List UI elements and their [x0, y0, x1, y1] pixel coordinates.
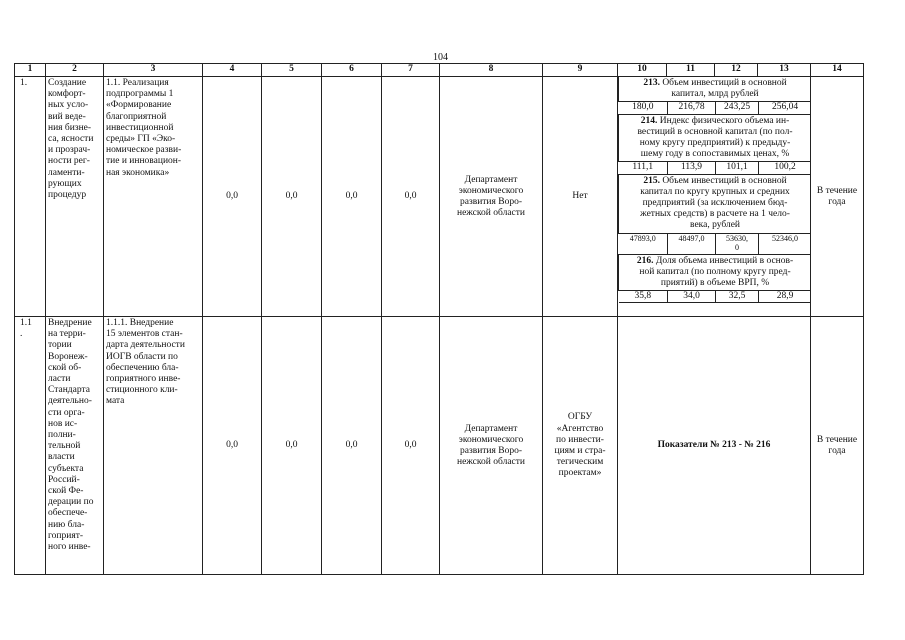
column-header: 3 — [104, 64, 203, 77]
header-row — [15, 64, 864, 77]
column-header: 4 — [203, 64, 262, 77]
column-header: 8 — [440, 64, 543, 77]
partner-cell: Нет — [543, 77, 618, 317]
column-header: 5 — [262, 64, 322, 77]
goal-name: Создание комфорт- ных усло- вий веде- ния бизне- са, ясности и прозрач- ности рег- ламенти- рующих процедур — [46, 77, 104, 317]
table-row — [15, 317, 864, 575]
funding-cell: 0,0 — [203, 317, 262, 575]
indicator-title: 216. Доля объема инвестиций в основ- ной капитал (по полному кругу пред- приятий) в объеме ВРП, % — [619, 254, 811, 291]
executor-cell: Департамент экономического развития Воро- нежской области — [440, 77, 543, 317]
indicator-value: 52346,0 — [759, 233, 811, 254]
indicator-value: 34,0 — [668, 291, 716, 303]
column-header: 10 — [618, 64, 667, 77]
column-header: 11 — [667, 64, 715, 77]
funding-cell: 0,0 — [203, 77, 262, 317]
goal-name: Внедрение на терри- тории Воронеж- ской об- ласти Стандарта деятельно- сти орга- нов ис- полни- тельной власти субъекта Россий- ской Фе- дерации по обеспече- нию бла- гоприят- ного инве- — [46, 317, 104, 575]
term-cell: В течение года — [811, 77, 864, 317]
indicator-value: 53630, 0 — [716, 233, 759, 254]
funding-cell: 0,0 — [262, 77, 322, 317]
column-header: 13 — [758, 64, 811, 77]
column-header: 7 — [382, 64, 440, 77]
indicators-table — [618, 77, 811, 303]
column-header: 12 — [715, 64, 758, 77]
row-number: 1.1 . — [15, 317, 46, 575]
indicator-value: 180,0 — [619, 102, 668, 114]
activities-table — [14, 63, 864, 575]
activity-name: 1.1. Реализация подпрограммы 1 «Формирование благоприятной инвестиционной среды» ГП «Эко- номическое разви- тие и инновацион- ная экономика» — [104, 77, 203, 317]
funding-cell: 0,0 — [382, 77, 440, 317]
indicator-values — [619, 291, 811, 303]
indicator-value: 111,1 — [619, 162, 668, 174]
indicators-reference: Показатели № 213 - № 216 — [618, 317, 811, 575]
indicator-value: 216,78 — [668, 102, 716, 114]
column-header: 14 — [811, 64, 864, 77]
indicator-title: 213. Объем инвестиций в основной капитал, млрд рублей — [619, 77, 811, 102]
executor-cell: Департамент экономического развития Воро- нежской области — [440, 317, 543, 575]
indicator-value: 28,9 — [759, 291, 811, 303]
indicator-value: 243,25 — [716, 102, 759, 114]
indicator-values — [619, 233, 811, 254]
column-header: 6 — [322, 64, 382, 77]
indicator-value: 100,2 — [759, 162, 811, 174]
indicator-value: 113,9 — [668, 162, 716, 174]
activity-name: 1.1.1. Внедрение 15 элементов стан- дарта деятельности ИОГВ области по обеспечению бла- гоприятного инве- стиционного кли- мата — [104, 317, 203, 575]
funding-cell: 0,0 — [382, 317, 440, 575]
term-cell: В течение года — [811, 317, 864, 575]
column-header: 9 — [543, 64, 618, 77]
page-number: 104 — [433, 52, 448, 63]
indicator-value: 35,8 — [619, 291, 668, 303]
indicator-value: 48497,0 — [668, 233, 716, 254]
partner-cell: ОГБУ «Агентство по инвести- циям и стра- тегическим проектам» — [543, 317, 618, 575]
indicator-values — [619, 162, 811, 174]
funding-cell: 0,0 — [262, 317, 322, 575]
indicator-title: 215. Объем инвестиций в основной капитал по кругу крупных и средних предприятий (за исключением бюд- жетных средств) в расчете на 1 чело- века, рублей — [619, 174, 811, 233]
funding-cell: 0,0 — [322, 317, 382, 575]
indicator-value: 256,04 — [759, 102, 811, 114]
funding-cell: 0,0 — [322, 77, 382, 317]
row-number: 1. — [15, 77, 46, 317]
indicator-value: 32,5 — [716, 291, 759, 303]
indicator-values — [619, 102, 811, 114]
column-header: 1 — [15, 64, 46, 77]
column-header: 2 — [46, 64, 104, 77]
indicator-title: 214. Индекс физического объема ин- вестиций в основной капитал (по пол- ному кругу предприятий) к предыду- шему году в сопоставимых ценах, % — [619, 114, 811, 162]
indicator-value: 47893,0 — [619, 233, 668, 254]
indicator-value: 101,1 — [716, 162, 759, 174]
table-row — [15, 77, 864, 317]
indicators-cell — [618, 77, 811, 317]
